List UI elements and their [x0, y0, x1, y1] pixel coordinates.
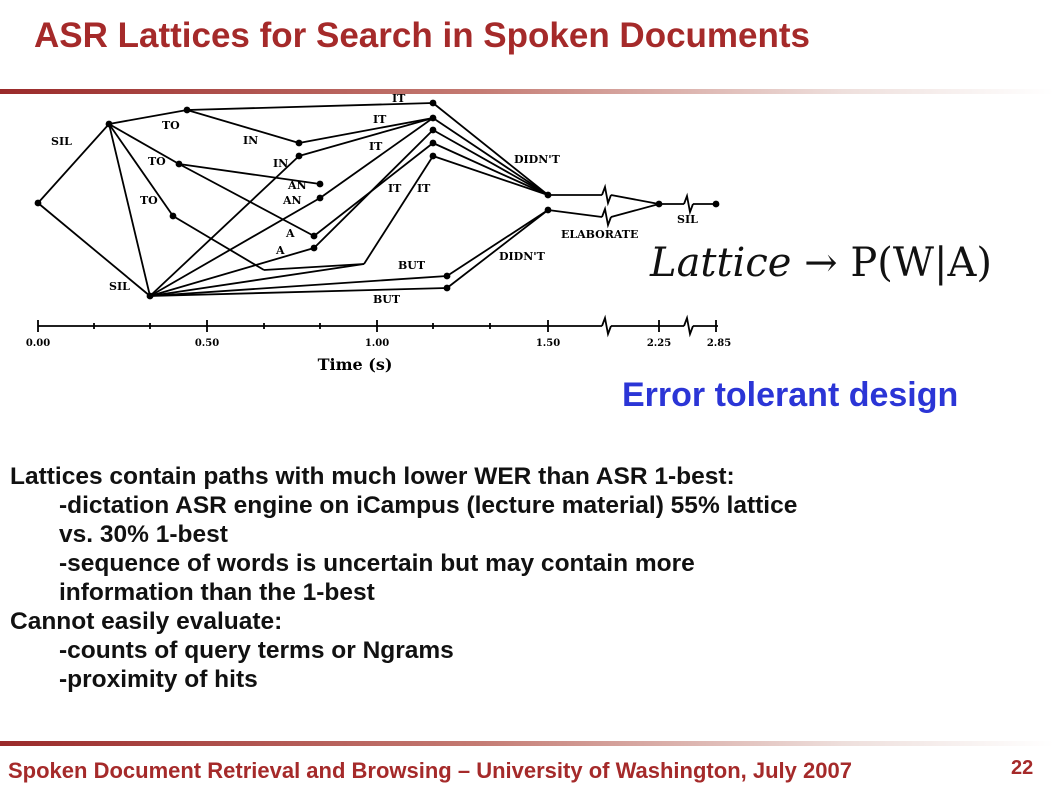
body-line-6: Cannot easily evaluate: [10, 608, 283, 635]
body-line-1: Lattices contain paths with much lower WER than ASR 1-best: [10, 463, 735, 490]
word-to-1: TO [162, 119, 180, 132]
lattice-nodes [35, 100, 720, 300]
word-sil-top: SIL [51, 135, 72, 148]
page-number: 22 [1011, 757, 1034, 779]
word-in-1: IN [243, 134, 259, 147]
formula-rhs: P(W|A) [850, 240, 992, 286]
word-it-3: IT [369, 140, 383, 153]
word-didnt-2: DIDN'T [499, 250, 545, 263]
slide-title: ASR Lattices for Search in Spoken Documents [34, 16, 811, 55]
body-line-7: -counts of query terms or Ngrams [59, 637, 454, 664]
word-didnt-1: DIDN'T [514, 153, 560, 166]
body-line-3: vs. 30% 1-best [59, 521, 228, 548]
word-elaborate: ELABORATE [561, 228, 639, 241]
time-tick-4: 2.25 [646, 338, 672, 349]
word-in-2: IN [273, 157, 289, 170]
body-line-5: information than the 1-best [59, 579, 375, 606]
word-an-1: AN [288, 179, 307, 192]
time-tick-3: 1.50 [535, 338, 561, 349]
word-it-4: IT [388, 182, 402, 195]
body-line-2: -dictation ASR engine on iCampus (lecture material) 55% lattice [59, 492, 798, 519]
body-text [10, 462, 1040, 694]
word-it-1: IT [392, 92, 406, 105]
word-it-5: IT [417, 182, 431, 195]
time-axis-label: Time (s) [317, 355, 393, 374]
time-tick-0: 0.00 [25, 338, 51, 349]
word-sil-end: SIL [677, 213, 698, 226]
time-tick-1: 0.50 [194, 338, 220, 349]
body-line-4: -sequence of words is uncertain but may contain more [59, 550, 695, 577]
word-but-1: BUT [398, 259, 426, 272]
word-sil-bottom: SIL [109, 280, 130, 293]
footer-divider [0, 741, 1054, 746]
body-line-8: -proximity of hits [59, 666, 258, 693]
word-but-2: BUT [373, 293, 401, 306]
word-to-3: TO [140, 194, 158, 207]
word-to-2: TO [148, 155, 166, 168]
formula-lhs: Lattice [650, 240, 792, 286]
slide-footer: Spoken Document Retrieval and Browsing – University of Washington, July 2007 [8, 758, 852, 783]
time-tick-2: 1.00 [364, 338, 390, 349]
tagline: Error tolerant design [622, 376, 959, 414]
word-it-2: IT [373, 113, 387, 126]
word-a-1: A [286, 227, 295, 240]
time-tick-5: 2.85 [706, 338, 732, 349]
lattice-formula [650, 240, 992, 286]
asr-lattice-diagram [22, 88, 742, 378]
formula-arrow: → [804, 240, 838, 286]
word-a-2: A [276, 244, 285, 257]
time-axis [38, 318, 718, 334]
word-an-2: AN [283, 194, 302, 207]
